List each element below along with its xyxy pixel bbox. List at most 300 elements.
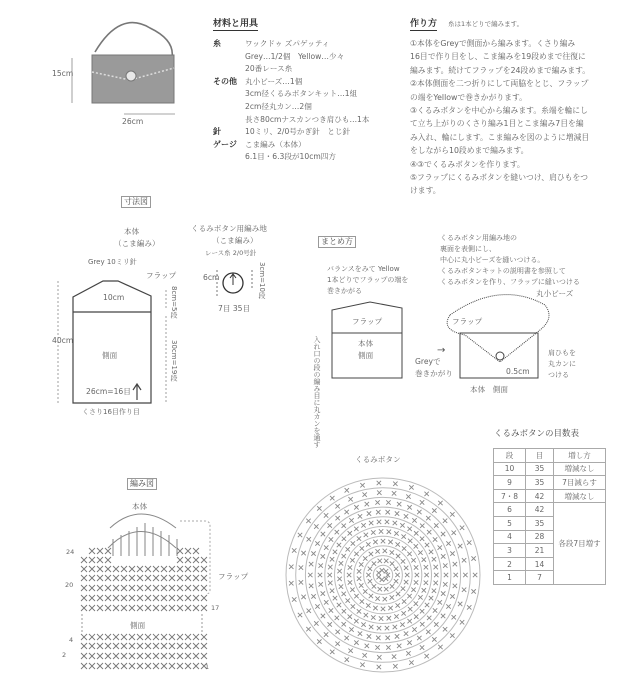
materials-line: ワックドゥ ズパゲッティ: [245, 39, 330, 48]
stitch-mark: [81, 634, 87, 640]
stitch-mark: [460, 526, 464, 530]
stitch-mark: [396, 603, 400, 607]
chart-title: 編み図: [127, 478, 157, 490]
stitch-mark: [434, 523, 438, 527]
stitch-mark: [137, 595, 143, 601]
stitch-mark: [324, 632, 328, 636]
button-piece-yarn: レース糸 2/0号針: [205, 249, 257, 257]
stitch-mark: [400, 523, 404, 527]
stitch-mark: [452, 531, 456, 535]
stitch-mark: [105, 643, 111, 649]
stitch-mark: [321, 554, 325, 558]
method-line: ⑤フラップにくるみボタンを縫いつけ、肩ひもをつ: [410, 173, 589, 182]
stitch-mark: [314, 621, 318, 625]
stitch-mark: [392, 491, 396, 495]
stitch-mark: [377, 481, 381, 485]
stitch-mark: [348, 580, 352, 584]
stitch-mark: [81, 575, 87, 581]
stitch-mark: [349, 627, 353, 631]
method-line: ④③でくるみボタンを作ります。: [410, 159, 525, 169]
stitch-mark: [161, 595, 167, 601]
table-cell: 増減なし: [554, 462, 606, 476]
table-cell: 2: [494, 557, 526, 571]
stitch-mark: [438, 600, 442, 604]
stitch-mark: [97, 566, 103, 572]
assembly-body: 本体: [358, 339, 374, 348]
materials-line: Grey…1/2個 Yellow…少々: [245, 51, 345, 61]
stitch-mark: [418, 595, 422, 599]
stitch-mark: [360, 546, 364, 550]
stitch-mark: [169, 585, 175, 591]
table-cell: 28: [526, 530, 554, 544]
stitch-mark: [434, 573, 438, 577]
stitch-mark: [153, 643, 159, 649]
stitch-mark: [393, 625, 397, 629]
stitch-mark: [395, 573, 399, 577]
stitch-mark: [443, 582, 447, 586]
stitch-mark: [113, 653, 119, 659]
stitch-mark: [387, 616, 391, 620]
stitch-mark: [354, 640, 358, 644]
stitch-mark: [153, 566, 159, 572]
stitch-mark: [346, 547, 350, 551]
stitch-mark: [307, 537, 311, 541]
stitch-mark: [298, 533, 302, 537]
stitch-mark: [407, 552, 411, 556]
stitch-mark: [97, 595, 103, 601]
stitch-mark: [81, 585, 87, 591]
stitch-mark: [113, 663, 119, 669]
grey-note-2: 巻きかがり: [415, 369, 453, 378]
stitch-mark: [349, 518, 353, 522]
stitch-mark: [412, 627, 416, 631]
stitch-mark: [354, 505, 358, 509]
stitch-mark: [427, 616, 431, 620]
stitch-mark: [81, 663, 87, 669]
stitch-mark: [137, 653, 143, 659]
stitch-mark: [137, 585, 143, 591]
stitch-mark: [324, 545, 328, 549]
stitch-mark: [161, 585, 167, 591]
stitch-mark: [97, 557, 103, 563]
stitch-mark: [441, 532, 445, 536]
stitch-mark: [153, 634, 159, 640]
chart-body-label: 本体: [132, 502, 148, 511]
stitch-mark: [81, 643, 87, 649]
stitch-mark: [193, 595, 199, 601]
stitch-mark: [335, 642, 339, 646]
stitch-mark: [177, 585, 183, 591]
stitch-mark: [441, 614, 445, 618]
stitch-mark: [161, 634, 167, 640]
stitch-mark: [89, 566, 95, 572]
stitch-mark: [397, 502, 401, 506]
stitch-mark: [408, 539, 412, 543]
stitch-mark: [342, 622, 346, 626]
stitch-mark: [438, 545, 442, 549]
stitch-mark: [315, 604, 319, 608]
table-cell: 3: [494, 544, 526, 558]
row-label-2: 2: [62, 651, 67, 659]
stitch-mark: [169, 605, 175, 611]
stitch-mark: [177, 643, 183, 649]
method-line: の端をYellowで巻きかがります。: [410, 92, 527, 102]
stitch-mark: [365, 644, 369, 648]
stitch-mark: [301, 551, 305, 555]
stitch-mark: [137, 663, 143, 669]
note-line: くるみボタン用編み地の: [440, 234, 517, 242]
stitch-mark: [177, 548, 183, 554]
stitch-mark: [113, 566, 119, 572]
table-cell: 21: [526, 544, 554, 558]
stitch-mark: [463, 573, 467, 577]
stitch-mark: [375, 645, 379, 649]
table-row: [494, 489, 606, 503]
stitch-mark: [363, 589, 367, 593]
stitch-mark: [201, 653, 207, 659]
stitch-mark: [379, 529, 383, 533]
stitch-mark: [201, 634, 207, 640]
stitch-mark: [358, 631, 362, 635]
stitch-mark: [324, 513, 328, 517]
stitch-mark: [358, 514, 362, 518]
stitch-mark: [373, 606, 377, 610]
materials-line: 3cm径くるみボタンキット…1組: [245, 89, 358, 99]
stitch-mark: [298, 613, 302, 617]
stitch-mark: [429, 550, 433, 554]
method-line: けます。: [410, 186, 441, 196]
stitch-mark: [307, 609, 311, 613]
stitch-mark: [443, 519, 447, 523]
stitch-mark: [309, 584, 313, 588]
stitch-mark: [393, 482, 397, 486]
round-ring: [305, 497, 460, 652]
stitch-mark: [153, 663, 159, 669]
stitch-mark: [201, 585, 207, 591]
stitch-mark: [357, 569, 361, 573]
stitch-mark: [299, 580, 303, 584]
stitch-mark: [366, 542, 370, 546]
stitch-mark: [317, 506, 321, 510]
stitch-mark: [420, 609, 424, 613]
grey-note-1: Greyで: [415, 357, 441, 366]
stitch-mark: [411, 588, 415, 592]
stitch-mark: [137, 575, 143, 581]
stitch-mark: [368, 567, 372, 571]
stitch-mark: [153, 595, 159, 601]
materials-line: 丸小ビーズ…1個: [245, 76, 303, 86]
stitch-mark: [364, 613, 368, 617]
stitch-mark: [354, 527, 358, 531]
stitch-mark: [177, 653, 183, 659]
stitch-mark: [414, 565, 418, 569]
stitch-mark: [438, 501, 442, 505]
stitch-mark: [113, 605, 119, 611]
stitch-mark: [89, 575, 95, 581]
stitch-mark: [424, 565, 428, 569]
stitch-mark: [360, 483, 364, 487]
stitch-mark: [201, 575, 207, 581]
stitch-mark: [81, 557, 87, 563]
method-line: み入れ、輪にします。こま編みを図のように増減目: [410, 132, 590, 142]
stitch-mark: [169, 595, 175, 601]
stitch-mark: [193, 663, 199, 669]
stitch-mark: [335, 504, 339, 508]
stitch-count-table: [493, 448, 606, 585]
stitch-mark: [161, 605, 167, 611]
chart-flap-label: フラップ: [218, 572, 249, 581]
stitch-mark: [462, 588, 466, 592]
stitch-mark: [354, 594, 358, 598]
stitch-mark: [333, 550, 337, 554]
stitch-mark: [89, 643, 95, 649]
stitch-mark: [185, 634, 191, 640]
stitch-mark: [363, 556, 367, 560]
stitch-mark: [330, 650, 334, 654]
stitch-mark: [375, 596, 379, 600]
stitch-mark: [161, 566, 167, 572]
stitch-mark: [185, 566, 191, 572]
stitch-mark: [377, 626, 381, 630]
stitch-mark: [429, 596, 433, 600]
stitch-mark: [473, 573, 477, 577]
stitch-mark: [121, 634, 127, 640]
stitch-mark: [376, 571, 380, 575]
row-label-4: 4: [69, 636, 74, 644]
stitch-mark: [375, 500, 379, 504]
stitch-mark: [145, 663, 151, 669]
stitch-mark: [380, 577, 384, 581]
stitch-mark: [414, 544, 418, 548]
height-label: 40cm: [52, 336, 74, 345]
chain-label: くさり16目作り目: [82, 408, 140, 416]
stitch-mark: [105, 548, 111, 554]
stitch-mark: [185, 557, 191, 563]
stitch-mark: [289, 565, 293, 569]
stitch-mark: [121, 585, 127, 591]
stitch-mark: [145, 653, 151, 659]
body-yarn: Grey 10ミリ針: [88, 258, 137, 266]
stitch-mark: [346, 598, 350, 602]
stitch-mark: [153, 575, 159, 581]
flap-curve: [110, 514, 176, 528]
stitch-mark: [185, 595, 191, 601]
method-line: 16目で作り目をし、こま編みを19段めまで往復に: [410, 52, 586, 62]
dimension-title: 寸法図: [121, 196, 151, 208]
stitch-mark: [453, 584, 457, 588]
stitch-mark: [153, 585, 159, 591]
stitch-mark: [145, 643, 151, 649]
stitch-mark: [359, 583, 363, 587]
stitch-mark: [201, 605, 207, 611]
stitch-mark: [377, 490, 381, 494]
bag-height-label: 15cm: [52, 69, 74, 78]
stitch-mark: [404, 566, 408, 570]
stitch-mark: [121, 663, 127, 669]
table-cell: 7: [526, 571, 554, 585]
stitch-mark: [432, 557, 436, 561]
stitch-mark: [97, 575, 103, 581]
round-ring: [315, 507, 451, 643]
stitch-mark: [121, 605, 127, 611]
stitch-mark: [454, 573, 458, 577]
stitch-mark: [404, 580, 408, 584]
stitch-mark: [414, 614, 418, 618]
stitch-mark: [193, 575, 199, 581]
stitch-mark: [386, 636, 390, 640]
stitch-mark: [105, 575, 111, 581]
stitch-mark: [81, 595, 87, 601]
stitch-mark: [417, 510, 421, 514]
stitch-mark: [321, 532, 325, 536]
stitch-mark: [314, 524, 318, 528]
stitch-mark: [342, 609, 346, 613]
stitch-mark: [121, 566, 127, 572]
stitch-mark: [378, 559, 382, 563]
stitch-mark: [311, 551, 315, 555]
stitch-mark: [129, 595, 135, 601]
table-cell: 5: [494, 516, 526, 530]
stitch-mark: [89, 663, 95, 669]
stitch-mark: [342, 554, 346, 558]
stitch-mark: [105, 663, 111, 669]
stitch-mark: [434, 622, 438, 626]
stitch-mark: [443, 627, 447, 631]
stitch-mark: [105, 634, 111, 640]
stitch-mark: [396, 592, 400, 596]
stitch-mark: [467, 540, 471, 544]
stitch-mark: [388, 540, 392, 544]
stitch-mark: [145, 566, 151, 572]
stitch-mark: [129, 566, 135, 572]
flap-bracket: [180, 521, 210, 594]
stitch-mark: [129, 663, 135, 669]
stitch-mark: [335, 616, 339, 620]
table-cell: 42: [526, 503, 554, 517]
table-cell: 7目減らす: [554, 476, 606, 490]
stitch-mark: [137, 643, 143, 649]
stitch-mark: [137, 566, 143, 572]
stitch-mark: [333, 596, 337, 600]
stitch-mark: [362, 653, 366, 657]
round-ring: [354, 546, 412, 604]
stitch-mark: [369, 625, 373, 629]
stitch-mark: [330, 496, 334, 500]
stitch-mark: [177, 557, 183, 563]
stitch-mark: [401, 611, 405, 615]
stitch-mark: [359, 562, 363, 566]
stitch-mark: [376, 575, 380, 579]
stitch-mark: [381, 539, 385, 543]
stitch-mark: [394, 614, 398, 618]
stitch-mark: [329, 537, 333, 541]
stitch-mark: [402, 546, 406, 550]
note-line: くるみボタンを作り、フラップに縫いつける: [440, 278, 580, 286]
stitch-mark: [414, 580, 418, 584]
stitch-mark: [137, 634, 143, 640]
stitch-mark: [433, 608, 437, 612]
stitch-mark: [407, 594, 411, 598]
stitch-mark: [81, 653, 87, 659]
stitch-mark: [177, 663, 183, 669]
stitch-mark: [360, 599, 364, 603]
stitch-mark: [129, 585, 135, 591]
stitch-mark: [185, 605, 191, 611]
table-header: [494, 449, 606, 463]
note-line: バランスをみて Yellow: [327, 265, 400, 273]
stitch-mark: [161, 643, 167, 649]
stitch-mark: [390, 584, 394, 588]
stitch-mark: [381, 607, 385, 611]
method-line: 編みます。続けてフラップを24段めまで編みます。: [410, 65, 591, 75]
stitch-mark: [185, 585, 191, 591]
stitch-mark: [145, 605, 151, 611]
stitch-mark: [342, 592, 346, 596]
stitch-mark: [351, 604, 355, 608]
stitch-mark: [97, 605, 103, 611]
stitch-mark: [321, 591, 325, 595]
stitch-mark: [407, 640, 411, 644]
stitch-mark: [384, 587, 388, 591]
stitch-mark: [377, 665, 381, 669]
stitch-mark: [400, 622, 404, 626]
bag-width-label: 26cm: [122, 117, 144, 126]
button-piece-title: くるみボタン用編み地: [191, 224, 267, 233]
stitch-mark: [129, 605, 135, 611]
stitch-mark: [344, 636, 348, 640]
stitch-mark: [420, 500, 424, 504]
stitch-mark: [337, 543, 341, 547]
stitch-mark: [169, 653, 175, 659]
stitch-mark: [185, 653, 191, 659]
flap-width: 10cm: [103, 293, 125, 302]
stitch-mark: [81, 566, 87, 572]
method-line: をしながら10段めまで編みます。: [410, 146, 529, 156]
button-piece-sub: （こま編み）: [212, 236, 258, 245]
stitch-mark: [390, 595, 394, 599]
stitch-mark: [145, 595, 151, 601]
stitch-mark: [81, 605, 87, 611]
assembly-title: まとめ方: [318, 236, 356, 248]
stitch-mark: [444, 573, 448, 577]
stitch-mark: [193, 653, 199, 659]
note-line: 丸カンに: [548, 360, 576, 368]
stitch-mark: [365, 502, 369, 506]
stitch-mark: [329, 608, 333, 612]
stitch-mark: [161, 663, 167, 669]
stitch-mark: [89, 595, 95, 601]
stitch-mark: [345, 657, 349, 661]
stitch-mark: [394, 579, 398, 583]
flap-label: フラップ: [146, 271, 177, 280]
stitch-mark: [417, 636, 421, 640]
stitch-mark: [97, 634, 103, 640]
stitch-mark: [460, 620, 464, 624]
assembly-right-flap: フラップ: [452, 317, 483, 326]
stitch-mark: [357, 536, 361, 540]
stitch-mark: [113, 634, 119, 640]
stitch-mark: [404, 514, 408, 518]
stitch-mark: [335, 516, 339, 520]
stitch-mark: [97, 643, 103, 649]
stitch-mark: [366, 603, 370, 607]
stitch-mark: [328, 622, 332, 626]
stitch-mark: [193, 634, 199, 640]
stitch-mark: [97, 585, 103, 591]
stitch-mark: [161, 653, 167, 659]
stitch-mark: [89, 634, 95, 640]
table-row: [494, 476, 606, 490]
